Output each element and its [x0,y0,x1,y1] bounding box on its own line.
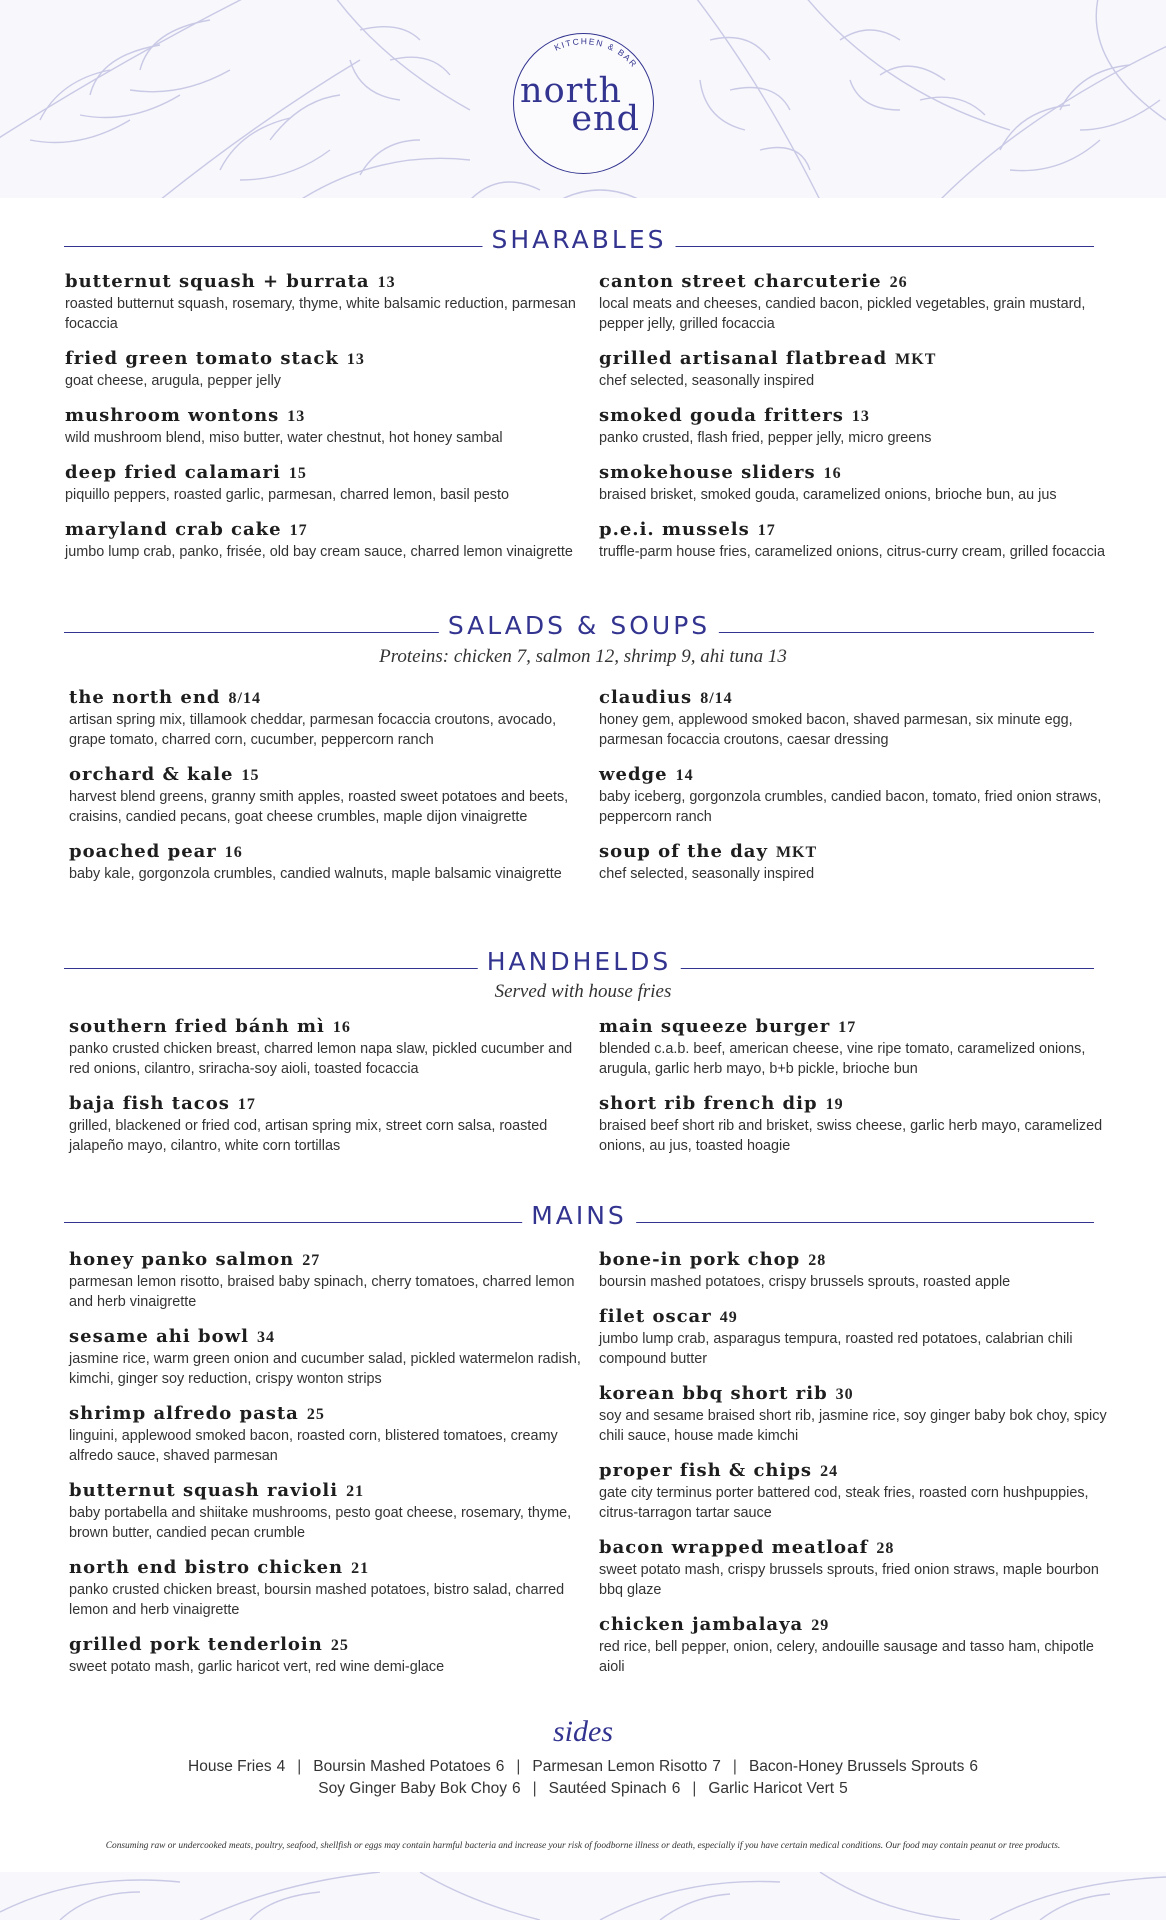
menu-item-name [599,462,1119,485]
section-header-handhelds [64,947,1094,977]
menu-item-title: orchard & kale [69,764,234,785]
menu-item-title: grilled artisanal flatbread [599,348,888,369]
menu-item-price: 13 [287,408,306,425]
side-item-name: Bacon-Honey Brussels Sprouts [748,1758,965,1775]
section-header-sharables [64,225,1094,255]
menu-item-name [599,841,1119,864]
menu-item-name [599,1614,1119,1637]
side-separator: | [297,1758,302,1775]
menu-item-name [599,764,1119,787]
menu-item-name [599,1093,1119,1116]
menu-item [69,1634,589,1677]
menu-item-description: blended c.a.b. beef, american cheese, vine ripe tomato, caramelized onions, arugula, garlic herb mayo, b+b pickle, brioche bun [599,1041,1086,1077]
handhelds-right-column [599,1016,1119,1170]
menu-item-description: braised brisket, smoked gouda, caramelized onions, brioche bun, au jus [599,487,1057,503]
sides-row-2 [0,1780,1166,1798]
menu-item-price: 34 [256,1329,275,1346]
menu-item-description: goat cheese, arugula, pepper jelly [65,373,282,389]
menu-item [69,841,589,884]
menu-item-description: boursin mashed potatoes, crispy brussels sprouts, roasted apple [599,1274,1011,1290]
menu-item-title: wedge [599,764,668,785]
menu-item-price: 15 [288,465,307,482]
menu-item-price: 13 [851,408,870,425]
menu-item-price: 14 [675,767,694,784]
menu-item [69,1093,589,1156]
menu-item [599,519,1119,562]
menu-item-name [599,1460,1119,1483]
menu-item-name [69,1403,589,1426]
logo-word-end: end [571,99,640,139]
menu-item-price: 27 [302,1252,321,1269]
menu-item-price: 16 [224,844,243,861]
section-title: HANDHELDS [478,947,681,977]
menu-item-description: baby iceberg, gorgonzola crumbles, candied bacon, tomato, fried onion straws, peppercorn ranch [599,789,1102,825]
menu-item-name [69,1326,589,1349]
menu-item-title: poached pear [69,841,217,862]
menu-item-title: claudius [599,687,693,708]
menu-item-price: 17 [237,1096,256,1113]
menu-item-title: north end bistro chicken [69,1557,344,1578]
menu-item [599,1016,1119,1079]
menu-item-title: maryland crab cake [65,519,282,540]
menu-item-title: fried green tomato stack [65,348,339,369]
menu-item-description: braised beef short rib and brisket, swiss cheese, garlic herb mayo, caramelized onions, au jus, toasted hoagie [599,1118,1103,1154]
menu-item-price: 28 [876,1540,895,1557]
leaf-pattern-footer [0,1872,1166,1920]
sides-title: sides [553,1715,613,1748]
menu-item [599,462,1119,505]
menu-item [69,1480,589,1543]
menu-item [599,271,1119,334]
food-safety-disclaimer: Consuming raw or undercooked meats, poultry, seafood, shellfish or eggs may contain harmful bacteria and increase your risk of foodborne illness or death, especially if you have certain medical conditions. Our food may contain peanut or tree products. [105,1841,1061,1851]
side-separator: | [516,1758,521,1775]
menu-item-price: MKT [775,844,818,861]
menu-item-description: baby portabella and shiitake mushrooms, pesto goat cheese, rosemary, thyme, brown butter, candied pecan crumble [69,1505,572,1541]
menu-item [69,1557,589,1620]
menu-item-description: honey gem, applewood smoked bacon, shaved parmesan, six minute egg, parmesan focaccia croutons, caesar dressing [599,712,1073,748]
menu-item-name [65,462,585,485]
menu-item-price: 17 [838,1019,857,1036]
side-item-price: 6 [495,1758,505,1775]
menu-item-price: 30 [835,1386,854,1403]
menu-item [599,405,1119,448]
menu-item-title: butternut squash ravioli [69,1480,339,1501]
menu-item-price: 8/14 [228,690,261,707]
side-separator: | [732,1758,737,1775]
menu-item-price: 17 [289,522,308,539]
side-item [318,1780,520,1797]
menu-item-name [599,519,1119,542]
menu-item [65,348,585,391]
menu-item-name [65,271,585,294]
menu-item-name [69,1093,589,1116]
menu-item-title: butternut squash + burrata [65,271,370,292]
section-title: SALADS & SOUPS [439,611,719,641]
menu-item [69,764,589,827]
menu-item-title: baja fish tacos [69,1093,230,1114]
menu-item [599,687,1119,750]
side-item-name: Parmesan Lemon Risotto [532,1758,708,1775]
menu-item-description: sweet potato mash, garlic haricot vert, red wine demi-glace [69,1659,445,1675]
side-item-name: Boursin Mashed Potatoes [313,1758,491,1775]
menu-item-name [69,687,589,710]
menu-item-price: 21 [346,1483,365,1500]
menu-item [69,1249,589,1312]
menu-item-price: 29 [811,1617,830,1634]
menu-item-description: truffle-parm house fries, caramelized onions, citrus-curry cream, grilled focaccia [599,544,1105,560]
menu-item-title: grilled pork tenderloin [69,1634,323,1655]
menu-item-description: panko crusted chicken breast, charred lemon napa slaw, pickled cucumber and red onions, cilantro, sriracha-soy aioli, toasted focaccia [69,1041,573,1077]
menu-item-title: soup of the day [599,841,768,862]
menu-item-description: red rice, bell pepper, onion, celery, andouille sausage and tasso ham, chipotle aioli [599,1639,1094,1675]
menu-item-description: wild mushroom blend, miso butter, water chestnut, hot honey sambal [65,430,503,446]
menu-item-description: baby kale, gorgonzola crumbles, candied walnuts, maple balsamic vinaigrette [69,866,562,882]
menu-item [599,1614,1119,1677]
menu-item-price: 49 [719,1309,738,1326]
menu-item [599,1537,1119,1600]
menu-item-description: sweet potato mash, crispy brussels sprouts, fried onion straws, maple bourbon bbq glaze [599,1562,1099,1598]
side-item-price: 5 [839,1780,848,1797]
menu-item-price: MKT [895,351,937,368]
menu-item-name [599,405,1119,428]
salads-left-column [69,687,589,898]
menu-item-description: parmesan lemon risotto, braised baby spinach, cherry tomatoes, charred lemon and herb vinaigrette [69,1274,575,1310]
menu-item-description: grilled, blackened or fried cod, artisan spring mix, street corn salsa, roasted jalapeño mayo, cilantro, white corn tortillas [69,1118,548,1154]
menu-item-price: 26 [889,274,908,291]
menu-item-description: chef selected, seasonally inspired [599,866,815,882]
side-item-price: 6 [969,1758,978,1775]
menu-item-description: artisan spring mix, tillamook cheddar, parmesan focaccia croutons, avocado, grape tomato, charred corn, cucumber, peppercorn ranch [69,712,557,748]
menu-item [599,348,1119,391]
menu-item-description: jumbo lump crab, asparagus tempura, roasted red potatoes, calabrian chili compound butter [599,1331,1073,1367]
menu-item-description: panko crusted, flash fried, pepper jelly, micro greens [599,430,932,446]
side-item [532,1758,721,1775]
menu-item-title: smokehouse sliders [599,462,816,483]
menu-item-title: southern fried bánh mì [69,1016,325,1037]
handhelds-note: Served with house fries [494,981,672,1002]
section-header-mains [64,1201,1094,1231]
menu-item-name [69,1557,589,1580]
menu-item-name [599,271,1119,294]
sharables-left-column [65,271,585,576]
menu-item-title: honey panko salmon [69,1249,295,1270]
menu-item-price: 8/14 [700,690,733,707]
sides-row-1 [0,1758,1166,1776]
side-item-name: Sautéed Spinach [548,1780,667,1797]
menu-item-name [69,1016,589,1039]
menu-item-title: filet oscar [599,1306,712,1327]
menu-item-title: shrimp alfredo pasta [69,1403,299,1424]
menu-item-description: soy and sesame braised short rib, jasmine rice, soy ginger baby bok choy, spicy chili sauce, house made kimchi [599,1408,1107,1444]
side-item-price: 6 [671,1780,681,1797]
menu-item-description: harvest blend greens, granny smith apples, roasted sweet potatoes and beets, craisins, candied pecans, goat cheese crumbles, maple dijon vinaigrette [69,789,569,825]
restaurant-logo [513,33,654,174]
mains-right-column [599,1249,1119,1691]
leaf-pattern-art [0,1872,1166,1920]
menu-item-title: chicken jambalaya [599,1614,804,1635]
menu-item-title: korean bbq short rib [599,1383,828,1404]
sharables-right-column [599,271,1119,576]
menu-item-name [69,1480,589,1503]
menu-item [69,1326,589,1389]
menu-item [599,764,1119,827]
menu-item-description: linguini, applewood smoked bacon, roasted corn, blistered tomatoes, creamy alfredo sauce, shaved parmesan [69,1428,558,1464]
menu-item-name [69,1634,589,1657]
section-title: SHARABLES [483,225,676,255]
salads-right-column [599,687,1119,898]
side-item-price: 7 [712,1758,721,1775]
side-item-price: 4 [276,1758,286,1775]
menu-item-price: 28 [808,1252,827,1269]
menu-item-name [69,764,589,787]
menu-item-title: canton street charcuterie [599,271,882,292]
menu-item-price: 16 [332,1019,351,1036]
menu-item-name [599,687,1119,710]
menu-item-name [599,1537,1119,1560]
mains-left-column [69,1249,589,1691]
side-item [188,1758,285,1775]
menu-item-name [599,1383,1119,1406]
menu-item-price: 25 [306,1406,325,1423]
menu-item-title: bacon wrapped meatloaf [599,1537,869,1558]
menu-item-name [599,1306,1119,1329]
menu-item-price: 16 [823,465,842,482]
menu-item-description: jasmine rice, warm green onion and cucumber salad, pickled watermelon radish, kimchi, ginger soy reduction, crispy wonton strips [69,1351,581,1387]
menu-item-price: 17 [757,522,776,539]
menu-item [599,841,1119,884]
menu-item-name [69,841,589,864]
menu-item-name [599,348,1119,371]
menu-item [69,687,589,750]
menu-item-name [599,1249,1119,1272]
menu-item [69,1403,589,1466]
side-item [708,1780,847,1797]
menu-item-price: 13 [377,274,396,291]
side-item-price: 6 [511,1780,521,1797]
menu-item [599,1460,1119,1523]
menu-item-name [599,1016,1119,1039]
menu-item-title: short rib french dip [599,1093,818,1114]
menu-item-price: 13 [346,351,365,368]
menu-item-title: bone-in pork chop [599,1249,801,1270]
menu-item-title: deep fried calamari [65,462,281,483]
section-header-salads-soups [64,611,1094,641]
menu-item [69,1016,589,1079]
menu-item [599,1093,1119,1156]
menu-item-name [65,405,585,428]
side-item-name: Garlic Haricot Vert [708,1780,835,1797]
menu-item [65,271,585,334]
menu-item-title: the north end [69,687,221,708]
logo-word-north: north [520,71,622,111]
side-separator: | [692,1780,697,1797]
menu-item-price: 15 [241,767,260,784]
menu-item-price: 24 [820,1463,839,1480]
logo-tagline: KITCHEN & BAR [552,36,640,70]
menu-item-description: gate city terminus porter battered cod, steak fries, roasted corn hushpuppies, citrus-tarragon tartar sauce [599,1485,1089,1521]
menu-item [599,1249,1119,1292]
menu-item [599,1306,1119,1369]
menu-item-name [65,348,585,371]
menu-item [65,462,585,505]
side-item-name: House Fries [188,1758,272,1775]
menu-item-title: proper fish & chips [599,1460,813,1481]
side-separator: | [532,1780,537,1797]
menu-item-description: chef selected, seasonally inspired [599,373,815,389]
menu-item-price: 19 [825,1096,844,1113]
side-item-name: Soy Ginger Baby Bok Choy [318,1780,507,1797]
menu-item-description: piquillo peppers, roasted garlic, parmesan, charred lemon, basil pesto [65,487,509,503]
side-item [313,1758,504,1775]
menu-item-title: main squeeze burger [599,1016,831,1037]
menu-item-description: roasted butternut squash, rosemary, thyme, white balsamic reduction, parmesan focaccia [65,296,576,332]
menu-item-price: 25 [330,1637,349,1654]
svg-text:KITCHEN & BAR [553,36,640,70]
handhelds-left-column [69,1016,589,1170]
menu-item [599,1383,1119,1446]
menu-item-title: mushroom wontons [65,405,280,426]
side-item [749,1758,978,1775]
menu-item-title: sesame ahi bowl [69,1326,249,1347]
menu-item [65,519,585,562]
menu-item-title: smoked gouda fritters [599,405,844,426]
menu-item-description: panko crusted chicken breast, boursin mashed potatoes, bistro salad, charred lemon and herb vinaigrette [69,1582,565,1618]
menu-item-price: 21 [351,1560,370,1577]
menu-item-description: jumbo lump crab, panko, frisée, old bay cream sauce, charred lemon vinaigrette [65,544,573,560]
menu-item-description: local meats and cheeses, candied bacon, pickled vegetables, grain mustard, pepper jelly, grilled focaccia [599,296,1086,332]
menu-item-name [65,519,585,542]
menu-item [65,405,585,448]
proteins-note: Proteins: chicken 7, salmon 12, shrimp 9, ahi tuna 13 [379,646,787,667]
section-title: MAINS [522,1201,636,1231]
side-item [549,1780,681,1797]
menu-item-title: p.e.i. mussels [599,519,750,540]
menu-item-name [69,1249,589,1272]
